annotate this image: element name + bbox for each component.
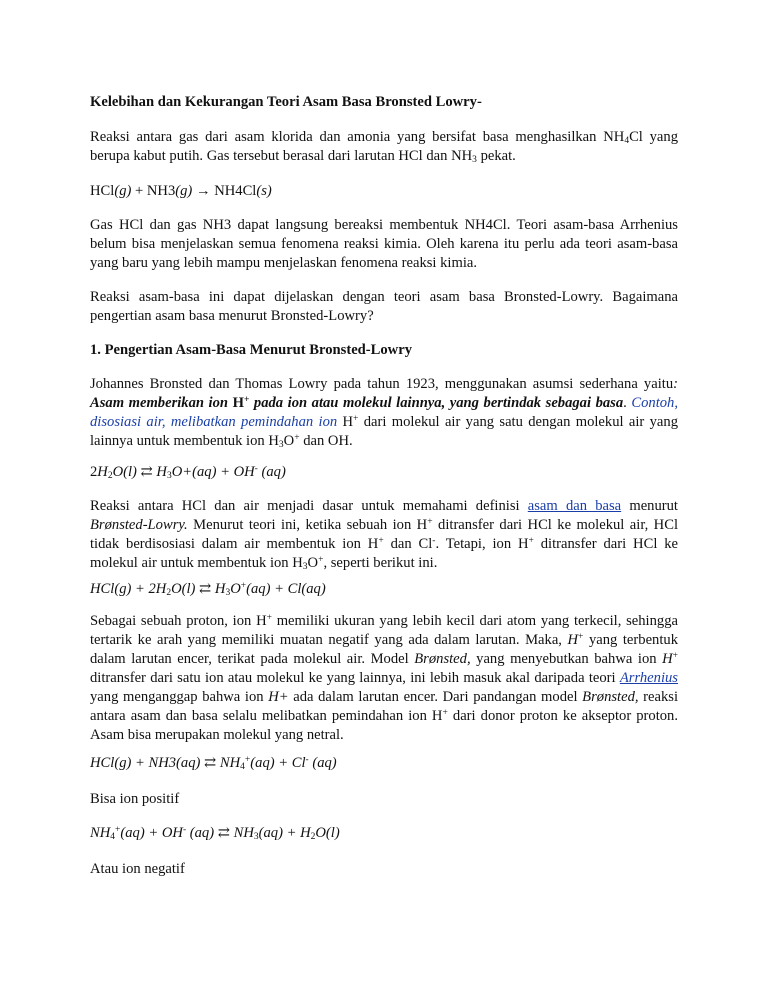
p6-b: memiliki ukuran yang lebih kecil dari atom yang terkecil, sehingga tertarik ke arah yang memiliki muatan negatif yang ada dalam larutan. Maka,	[90, 613, 678, 648]
p4-bold-b: pada ion atau molekul lainnya, yang bertindak sebagai basa	[249, 395, 624, 411]
p4-b: dari molekul air yang satu dengan molekul air yang lainnya untuk membentuk ion H	[90, 414, 678, 449]
p6-hplus: H+	[268, 689, 289, 705]
p5-h: O	[307, 555, 319, 571]
p4-sub-3: 3	[278, 440, 284, 451]
eq2-d: O+(aq) + OH	[171, 464, 255, 480]
arrhenius-link[interactable]: Arrhenius	[619, 670, 678, 686]
p5-plus-3: +	[528, 536, 534, 547]
p5-g: ditransfer dari HCl ke molekul air untuk membentuk ion H	[90, 536, 678, 571]
eq3-plus: +	[240, 581, 247, 592]
paragraph-5	[90, 497, 678, 573]
p1-text-b: Cl yang berupa kabut putih. Gas tersebut berasal dari larutan HCl dan NH	[90, 129, 678, 164]
p6-f: yang menganggap bahwa ion	[90, 689, 269, 705]
eq3-a: HCl(g) + 2H	[90, 581, 167, 597]
eq4-sub-4: 4	[240, 762, 245, 773]
eq3-sub-2: 2	[166, 588, 172, 599]
p4-c: dan OH.	[299, 433, 353, 449]
eq4-c: (aq)	[308, 755, 337, 771]
p1-text-a: Reaksi antara gas dari asam klorida dan amonia yang bersifat basa menghasilkan NH	[90, 129, 625, 145]
p4-italic: Contoh, disosiasi air, melibatkan pemindahan ion	[90, 395, 678, 430]
p4-h2: H	[342, 414, 354, 430]
eq2-sub-2: 2	[107, 471, 113, 482]
eq5-e: O(l)	[315, 825, 340, 841]
eq5-plus: +	[115, 825, 121, 836]
p6-plus-1: +	[266, 613, 272, 624]
paragraph-8: Atau ion negatif	[90, 861, 185, 877]
eq3-sub-3: 3	[225, 588, 231, 599]
p6-c: yang terbentuk dalam larutan encer, terikat pada molekul air. Model	[90, 632, 678, 667]
eq5-d: (aq) + H	[258, 825, 311, 841]
p5-b: menurut	[621, 498, 678, 514]
p5-sub-3: 3	[302, 562, 308, 573]
eq3-d: (aq) + Cl(aq)	[246, 581, 326, 597]
p5-plus-4: +	[318, 555, 324, 566]
eq2-b: H	[97, 464, 108, 480]
eq4-plus: +	[244, 755, 251, 766]
eq2-c: O(l) ⇄ H	[112, 464, 167, 480]
p4-o: O	[283, 433, 295, 449]
eq2-e: (aq)	[257, 464, 286, 480]
equation-4	[90, 754, 678, 773]
p5-e: dan Cl	[383, 536, 433, 552]
p1-sub-4: 4	[624, 136, 630, 147]
paragraph-6	[90, 612, 678, 745]
paragraph-7: Bisa ion positif	[90, 791, 180, 807]
eq1-b: + NH3	[131, 183, 176, 199]
eq1-arrow: → NH4Cl	[192, 183, 257, 199]
p4-colon: :	[673, 376, 678, 392]
eq5-b: (aq) + OH	[120, 825, 183, 841]
eq5-sub-2: 2	[310, 832, 316, 843]
eq5-minus: -	[182, 825, 187, 836]
equation-3	[90, 580, 678, 599]
p6-e: ditransfer dari satu ion atau molekul ke yang lainnya, ini lebih masuk akal daripada teori	[90, 670, 620, 686]
eq5-sub-4: 4	[110, 832, 116, 843]
eq5-a: NH	[90, 825, 111, 841]
eq2-minus: -	[254, 464, 258, 475]
p6-bron2: Brønsted,	[582, 689, 639, 705]
p5-a: Reaksi antara HCl dan air menjadi dasar untuk memahami definisi	[90, 498, 528, 514]
section-1-heading: 1. Pengertian Asam-Basa Menurut Bronsted-Lowry	[90, 342, 412, 358]
eq4-a: HCl(g) + NH3(aq) ⇄ NH	[90, 755, 241, 771]
p1-text-c: pekat.	[476, 148, 516, 164]
eq1-g1: (g)	[114, 183, 132, 199]
p4-dot: .	[623, 395, 627, 411]
paragraph-4	[90, 375, 678, 451]
p6-plus-2: +	[578, 632, 584, 643]
eq2-sub-3: 3	[166, 471, 172, 482]
p5-d: ditransfer dari HCl ke molekul air, HCl tidak berdisosiasi dalam air membentuk ion H	[90, 517, 679, 552]
p6-h2: H	[662, 651, 673, 667]
p1-sub-3: 3	[472, 155, 477, 166]
p5-c: Menurut teori ini, ketika sebuah ion H	[187, 517, 428, 533]
p4-plus-3: +	[294, 433, 300, 444]
eq2-a: 2	[90, 464, 98, 480]
eq1-g2: (g)	[175, 183, 193, 199]
p6-bron: Brønsted,	[414, 651, 471, 667]
p6-plus-3: +	[672, 651, 679, 662]
eq1-a: HCl	[90, 183, 115, 199]
p4-a: Johannes Bronsted dan Thomas Lowry pada tahun 1923, menggunakan asumsi sederhana yaitu	[90, 376, 674, 392]
equation-5	[90, 824, 678, 843]
p6-a: Sebagai sebuah proton, ion H	[90, 613, 267, 629]
p6-plus-4: +	[442, 708, 448, 719]
eq5-c: (aq) ⇄ NH	[186, 825, 254, 841]
p4-h: H	[232, 395, 244, 411]
eq3-b: O(l) ⇄ H	[171, 581, 226, 597]
paragraph-3: Reaksi asam-basa ini dapat dijelaskan dengan teori asam basa Bronsted-Lowry. Bagaimana pengertian asam basa menurut Bronsted-Lowry?	[90, 289, 678, 324]
p4-plus-1: +	[243, 395, 250, 406]
p5-i: , seperti berikut ini.	[323, 555, 438, 571]
p4-plus-2: +	[353, 414, 359, 425]
p6-h-text: reaksi antara asam dan basa selalu melibatkan pemindahan ion H	[90, 689, 679, 724]
asam-dan-basa-link[interactable]: asam dan basa	[527, 498, 622, 514]
p6-h: H	[567, 632, 579, 648]
equation-1	[90, 182, 678, 201]
p6-d: yang menyebutkan bahwa ion	[470, 651, 663, 667]
p5-italic: Brønsted-Lowry.	[90, 517, 188, 533]
document-heading: Kelebihan dan Kekurangan Teori Asam Basa Bronsted Lowry-	[90, 94, 482, 110]
eq4-b: (aq) + Cl	[250, 755, 306, 771]
p5-plus-1: +	[427, 517, 433, 528]
equation-2	[90, 463, 678, 482]
p5-plus-2: +	[378, 536, 384, 547]
eq4-minus: -	[305, 755, 309, 766]
eq5-sub-3: 3	[253, 832, 259, 843]
eq3-c: O	[230, 581, 241, 597]
p6-i: dari donor proton ke akseptor proton. Asam bisa merupakan molekul yang netral.	[90, 708, 678, 743]
p4-bold-a: Asam memberikan ion	[90, 395, 233, 411]
paragraph-1	[90, 128, 678, 166]
paragraph-2: Gas HCl dan gas NH3 dapat langsung bereaksi membentuk NH4Cl. Teori asam-basa Arrhenius belum bisa menjelaskan semua fenomena reaksi kimia. Oleh karena itu perlu ada teori asam-basa yang baru yang lebih mampu menjelaskan fenomena reaksi kimia.	[90, 217, 678, 271]
p5-f: . Tetapi, ion H	[435, 536, 529, 552]
p6-g: ada dalam larutan encer. Dari pandangan model	[288, 689, 583, 705]
eq1-s: (s)	[256, 183, 272, 199]
p5-minus: -	[432, 536, 436, 547]
